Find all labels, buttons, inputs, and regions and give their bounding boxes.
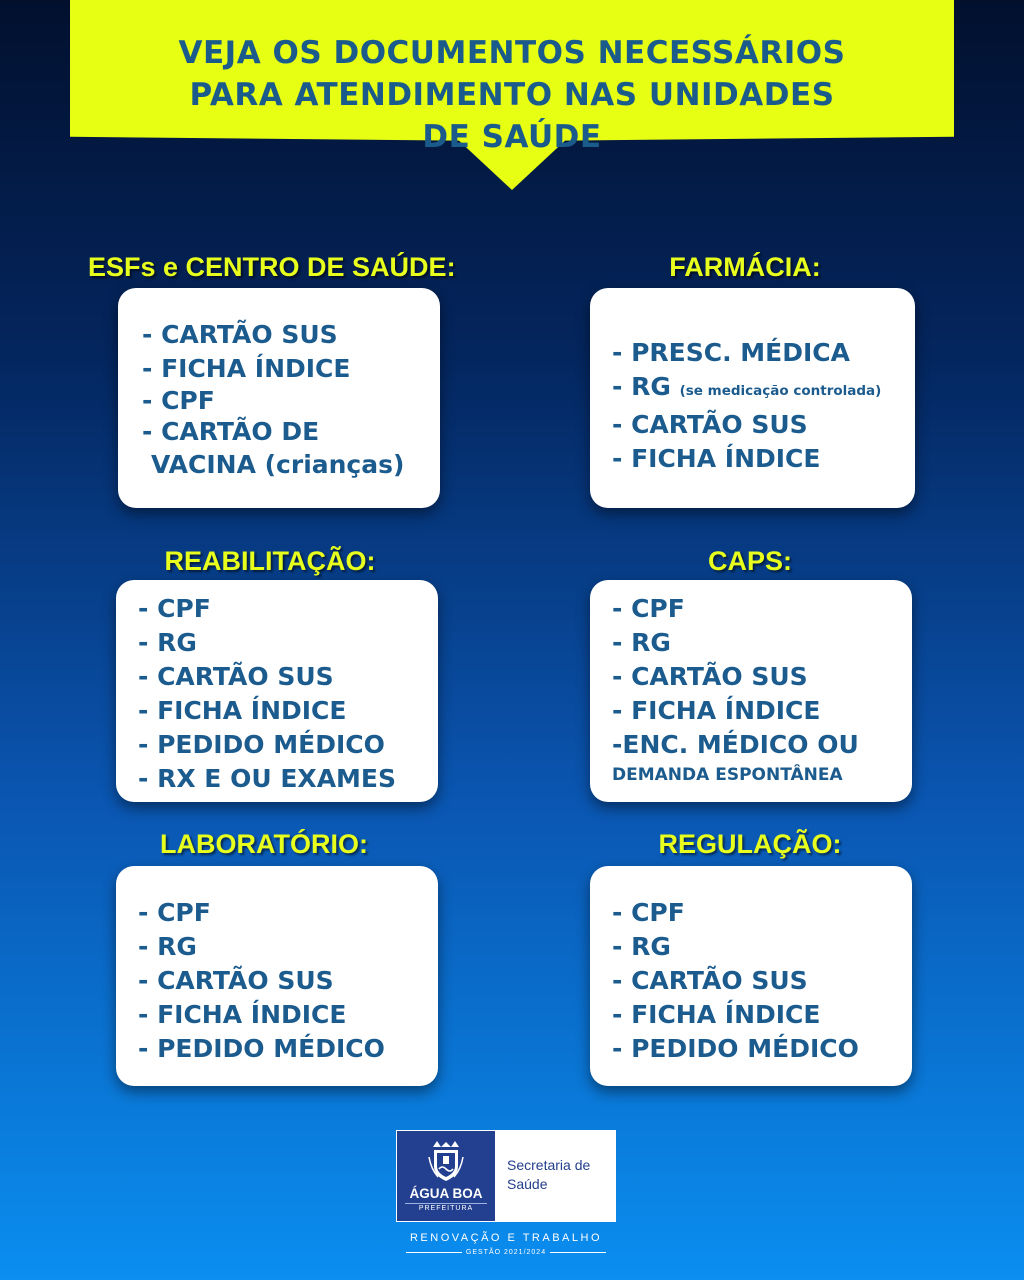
list-item: - CARTÃO SUS — [138, 966, 334, 995]
reabilitacao-document-list — [138, 592, 438, 796]
card-regulacao — [590, 866, 912, 1086]
city-crest-icon — [428, 1139, 464, 1183]
list-item-text: - RG — [612, 372, 671, 401]
title-line-2: PARA ATENDIMENTO NAS UNIDADES — [189, 77, 835, 113]
section-title-reabilitacao: REABILITAÇÃO: — [164, 546, 376, 576]
list-item: - RG — [612, 628, 671, 657]
divider — [550, 1252, 606, 1253]
card-esf — [118, 288, 440, 508]
card-laboratorio — [116, 866, 438, 1086]
term-text: GESTÃO 2021/2024 — [465, 1249, 547, 1256]
list-item: - CARTÃO SUS — [612, 410, 808, 439]
section-title-caps: CAPS: — [707, 546, 792, 576]
caps-document-list — [612, 592, 912, 788]
list-item: - RG — [612, 932, 671, 961]
list-item: DEMANDA ESPONTÂNEA — [612, 765, 843, 785]
list-item: - FICHA ÍNDICE — [138, 1000, 347, 1029]
department-name — [507, 1156, 613, 1194]
esf-document-list — [142, 318, 440, 482]
footer-slogan: RENOVAÇÃO E TRABALHO — [409, 1232, 603, 1244]
list-item: - CARTÃO DE — [142, 417, 320, 446]
list-item: - CPF — [138, 594, 211, 623]
city-subtitle: PREFEITURA — [405, 1203, 487, 1212]
title-line-3: DE SAÚDE — [422, 119, 602, 155]
list-item: - FICHA ÍNDICE — [612, 1000, 821, 1029]
department-line-2: Saúde — [507, 1176, 548, 1192]
divider — [406, 1252, 462, 1253]
list-item: - CPF — [138, 898, 211, 927]
regulacao-document-list — [612, 896, 912, 1066]
list-item: - CPF — [612, 898, 685, 927]
list-item: - RX E OU EXAMES — [138, 764, 397, 793]
list-item: - CPF — [612, 594, 685, 623]
list-item: -ENC. MÉDICO OU — [612, 730, 859, 759]
list-item: - CPF — [142, 386, 215, 415]
section-title-laboratorio: LABORATÓRIO: — [160, 829, 368, 859]
city-name: ÁGUA BOA — [409, 1186, 483, 1201]
logo-city-panel — [397, 1131, 495, 1221]
section-title-esf: ESFs e CENTRO DE SAÚDE: — [88, 252, 456, 282]
card-caps — [590, 580, 912, 802]
list-item: - FICHA ÍNDICE — [612, 696, 821, 725]
list-item: - PEDIDO MÉDICO — [138, 1034, 385, 1063]
footer-term — [396, 1249, 616, 1256]
card-reabilitacao — [116, 580, 438, 802]
list-item: VACINA (crianças) — [151, 450, 405, 479]
list-item: - PEDIDO MÉDICO — [612, 1034, 859, 1063]
list-item: - CARTÃO SUS — [138, 662, 334, 691]
list-item-note: (se medicação controlada) — [679, 383, 882, 399]
list-item: - FICHA ÍNDICE — [142, 354, 351, 383]
list-item: - PRESC. MÉDICA — [612, 338, 850, 367]
list-item — [612, 370, 915, 408]
list-item: - RG — [138, 932, 197, 961]
list-item: - RG — [138, 628, 197, 657]
section-title-farmacia: FARMÁCIA: — [669, 252, 821, 282]
footer-logo — [396, 1130, 616, 1222]
department-line-1: Secretaria de — [507, 1157, 591, 1173]
list-item: - CARTÃO SUS — [612, 966, 808, 995]
card-farmacia — [590, 288, 915, 508]
section-title-regulacao: REGULAÇÃO: — [658, 829, 842, 859]
list-item: - CARTÃO SUS — [612, 662, 808, 691]
list-item: - CARTÃO SUS — [142, 320, 338, 349]
laboratorio-document-list — [138, 896, 438, 1066]
title-line-1: VEJA OS DOCUMENTOS NECESSÁRIOS — [178, 35, 846, 71]
list-item: - PEDIDO MÉDICO — [138, 730, 385, 759]
list-item: - FICHA ÍNDICE — [612, 444, 821, 473]
page-title — [70, 32, 954, 158]
list-item: - FICHA ÍNDICE — [138, 696, 347, 725]
farmacia-document-list — [612, 336, 915, 476]
